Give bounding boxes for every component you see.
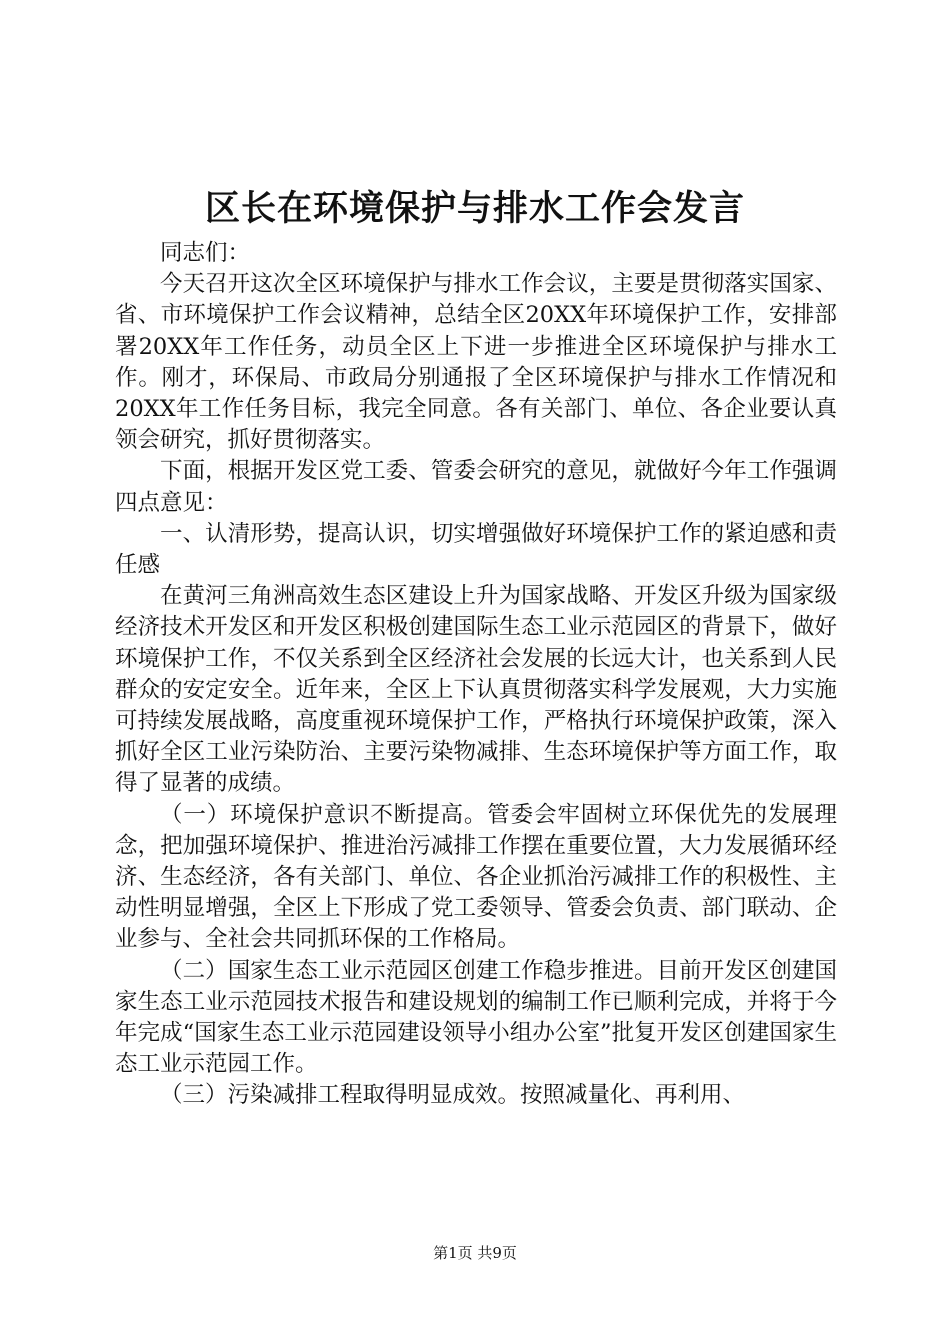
section-heading-1: 一、认清形势，提高认识，切实增强做好环境保护工作的紧迫感和责任感 [115, 520, 837, 579]
page-number-footer: 第1页 共9页 [433, 1244, 517, 1262]
paragraph-four-points: 下面，根据开发区党工委、管委会研究的意见，就做好今年工作强调四点意见： [115, 458, 837, 516]
paragraph-intro: 今天召开这次全区环境保护与排水工作会议，主要是贯彻落实国家、省、市环境保护工作会议精神，总结全区20XX年环境保护工作，安排部署20XX年工作任务，动员全区上下进一步推进全区环境保护与排水工作。刚才，环保局、市政局分别通报了全区环境保护与排水工作情况和20XX年工作任务目标，我完全同意。各有关部门、单位、各企业要认真领会研究，抓好贯彻落实。 [115, 271, 837, 454]
paragraph-background: 在黄河三角洲高效生态区建设上升为国家战略、开发区升级为国家级经济技术开发区和开发区积极创建国际生态工业示范园区的背景下，做好环境保护工作，不仅关系到全区经济社会发展的长远大计，也关系到人民群众的安定安全。近年来，全区上下认真贯彻落实科学发展观，大力实施可持续发展战略，高度重视环境保护工作，严格执行环境保护政策，深入抓好全区工业污染防治、主要污染物减排、生态环境保护等方面工作，取得了显著的成绩。 [115, 583, 837, 797]
paragraph-point-2: （二）国家生态工业示范园区创建工作稳步推进。目前开发区创建国家生态工业示范园技术报告和建设规划的编制工作已顺利完成，并将于今年完成“国家生态工业示范园建设领导小组办公室”批复开发区创建国家生态工业示范园工作。 [115, 957, 837, 1078]
document-body [115, 238, 837, 1112]
paragraph-point-1: （一）环境保护意识不断提高。管委会牢固树立环保优先的发展理念，把加强环境保护、推进治污减排工作摆在重要位置，大力发展循环经济、生态经济，各有关部门、单位、各企业抓治污减排工作的积极性、主动性明显增强，全区上下形成了党工委领导、管委会负责、部门联动、企业参与、全社会共同抓环保的工作格局。 [115, 801, 837, 953]
document-title: 区长在环境保护与排水工作会发言 [204, 188, 745, 229]
paragraph-point-3: （三）污染减排工程取得明显成效。按照减量化、再利用、 [160, 1082, 746, 1109]
paragraph-salutation: 同志们： [160, 240, 251, 266]
